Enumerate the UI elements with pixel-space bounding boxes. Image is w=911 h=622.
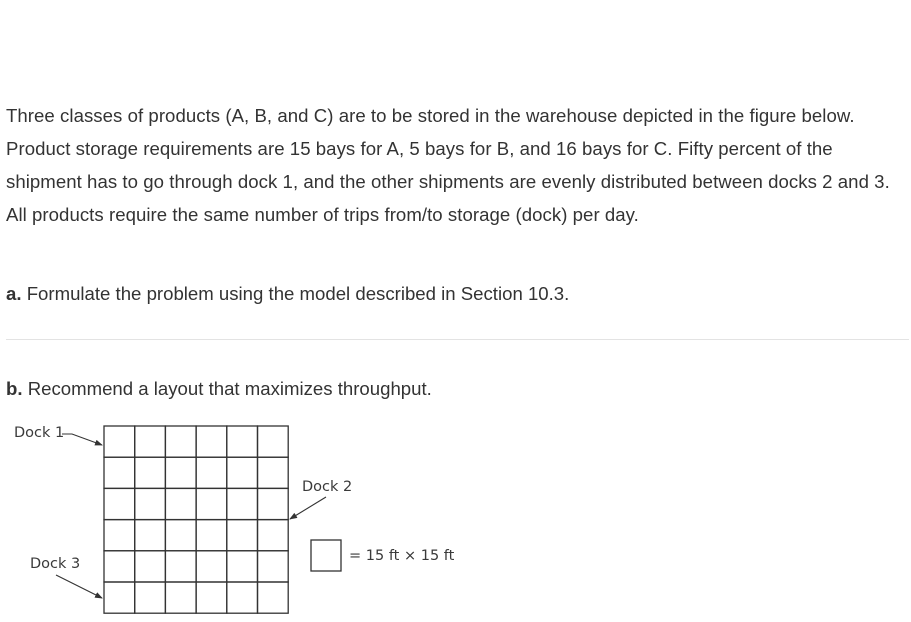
storage-bay <box>227 457 258 488</box>
storage-bay <box>104 488 135 519</box>
storage-bay <box>258 520 289 551</box>
part-a-text: Formulate the problem using the model described in Section 10.3. <box>26 283 570 304</box>
storage-bay <box>196 582 227 613</box>
storage-bay <box>135 520 166 551</box>
dock-2-label: Dock 2 <box>302 479 353 495</box>
storage-bay <box>165 582 196 613</box>
dock-1-label: Dock 1 <box>14 425 65 441</box>
storage-bay <box>196 457 227 488</box>
storage-bay <box>135 426 166 457</box>
dock-2-arrow <box>290 497 326 519</box>
storage-bay <box>227 426 258 457</box>
storage-bay <box>165 457 196 488</box>
storage-bay <box>165 488 196 519</box>
storage-bay <box>135 582 166 613</box>
problem-statement: Three classes of products (A, B, and C) are to be stored in the warehouse depicted in the figure below. Product storage requirements are 15 bays for A, 5 bays for B, and 16 bays for C. Fifty percent of the shipment has to go through dock 1, and the other shipments are evenly distributed between docks 2 and 3. All products require the same number of trips from/to storage (dock) per day. <box>6 105 890 225</box>
storage-bay <box>135 457 166 488</box>
storage-bay <box>227 520 258 551</box>
storage-bay <box>196 520 227 551</box>
warehouse-figure <box>0 410 480 622</box>
dock-3-label: Dock 3 <box>30 556 81 572</box>
part-b <box>6 376 432 402</box>
storage-bay <box>104 426 135 457</box>
dock-3-arrow <box>56 575 102 598</box>
part-b-text: Recommend a layout that maximizes throughput. <box>27 378 432 399</box>
part-b-label: b. <box>6 378 23 399</box>
dock-1-arrow <box>62 434 102 445</box>
part-a <box>6 281 569 307</box>
storage-bay <box>104 457 135 488</box>
storage-bay <box>165 551 196 582</box>
storage-bay <box>227 488 258 519</box>
storage-bay <box>227 551 258 582</box>
storage-bay <box>104 551 135 582</box>
part-a-label: a. <box>6 283 22 304</box>
storage-bay <box>258 582 289 613</box>
storage-bay <box>258 488 289 519</box>
storage-bay <box>227 582 258 613</box>
warehouse-grid <box>104 426 288 613</box>
storage-bay <box>196 551 227 582</box>
storage-bay <box>135 551 166 582</box>
storage-bay <box>135 488 166 519</box>
storage-bay <box>165 426 196 457</box>
storage-bay <box>258 426 289 457</box>
storage-bay <box>258 551 289 582</box>
storage-bay <box>165 520 196 551</box>
storage-bay <box>258 457 289 488</box>
legend-text: = 15 ft × 15 ft <box>349 548 455 564</box>
storage-bay <box>196 488 227 519</box>
storage-bay <box>104 582 135 613</box>
section-divider <box>6 339 909 340</box>
storage-bay <box>196 426 227 457</box>
legend-square <box>311 540 341 571</box>
storage-bay <box>104 520 135 551</box>
